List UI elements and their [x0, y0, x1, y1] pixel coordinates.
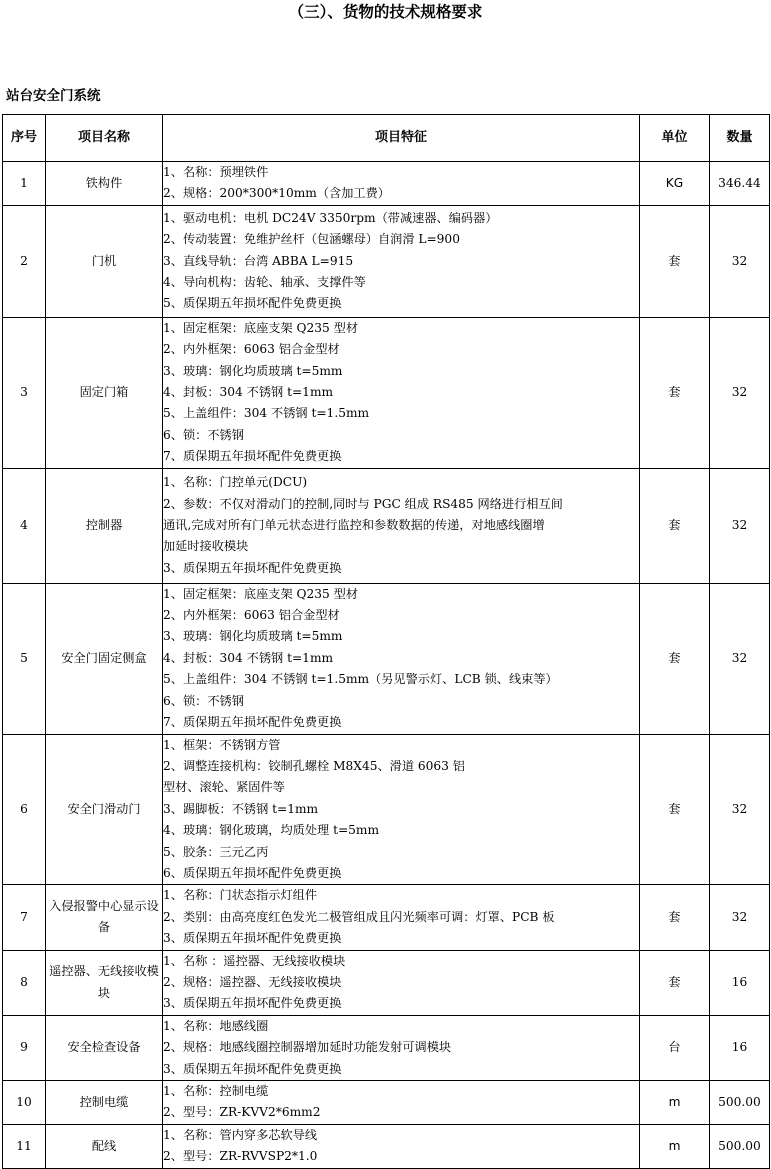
- item-quantity: 32: [710, 885, 770, 950]
- feature-line: 4、封板：304 不锈钢 t=1mm: [163, 650, 334, 665]
- row-number: 6: [3, 734, 46, 885]
- feature-line: 1、固定框架：底座支架 Q235 型材: [163, 320, 359, 335]
- item-quantity: 346.44: [710, 162, 770, 206]
- feature-line: 3、质保期五年损坏配件免费更换: [163, 996, 342, 1011]
- feature-line: 通讯,完成对所有门单元状态进行监控和参数数据的传递，对地感线圈增: [163, 517, 545, 532]
- feature-line: 4、封板：304 不锈钢 t=1mm: [163, 385, 334, 400]
- spec-table: [2, 114, 770, 1169]
- table-row: [3, 162, 770, 206]
- item-quantity: 16: [710, 950, 770, 1015]
- row-number: 1: [3, 162, 46, 206]
- item-unit: KG: [640, 162, 710, 206]
- table-header-row: [3, 115, 770, 162]
- feature-line: 3、玻璃：钢化均质玻璃 t=5mm: [163, 629, 343, 644]
- feature-line: 3、玻璃：钢化均质玻璃 t=5mm: [163, 363, 343, 378]
- table-row: [3, 583, 770, 734]
- item-name: 入侵报警中心显示设备: [46, 885, 163, 950]
- item-name: 固定门箱: [46, 317, 163, 468]
- feature-line: 1、名称：门状态指示灯组件: [163, 888, 318, 903]
- header-unit: 单位: [640, 115, 710, 162]
- item-quantity: 32: [710, 317, 770, 468]
- item-unit: 套: [640, 468, 710, 583]
- row-number: 9: [3, 1015, 46, 1080]
- item-features: [163, 950, 640, 1015]
- table-row: [3, 468, 770, 583]
- feature-line: 5、上盖组件：304 不锈钢 t=1.5mm: [163, 406, 370, 421]
- table-row: [3, 205, 770, 317]
- feature-line: 7、质保期五年损坏配件免费更换: [163, 715, 342, 730]
- feature-line: 型材、滚轮、紧固件等: [163, 780, 285, 795]
- feature-line: 4、导向机构：齿轮、轴承、支撑件等: [163, 275, 366, 290]
- feature-line: 2、规格：遥控器、无线接收模块: [163, 974, 342, 989]
- table-row: [3, 1015, 770, 1080]
- item-unit: 套: [640, 885, 710, 950]
- item-features: [163, 317, 640, 468]
- item-name: 安全检查设备: [46, 1015, 163, 1080]
- row-number: 8: [3, 950, 46, 1015]
- item-quantity: 32: [710, 734, 770, 885]
- feature-line: 3、质保期五年损坏配件免费更换: [163, 1061, 342, 1076]
- item-quantity: 32: [710, 468, 770, 583]
- feature-line: 6、质保期五年损坏配件免费更换: [163, 865, 342, 880]
- feature-line: 1、驱动电机：电机 DC24V 3350rpm（带减速器、编码器）: [163, 210, 498, 225]
- feature-line: 2、传动装置：免维护丝杆（包涵螺母）自润滑 L=900: [163, 232, 460, 247]
- row-number: 5: [3, 583, 46, 734]
- header-name: 项目名称: [46, 115, 163, 162]
- row-number: 4: [3, 468, 46, 583]
- feature-line: 1、名称：控制电缆: [163, 1084, 269, 1098]
- item-name: 遥控器、无线接收模块: [46, 950, 163, 1015]
- row-number: 2: [3, 205, 46, 317]
- feature-line: 6、锁：不锈钢: [163, 693, 244, 708]
- item-quantity: 500.00: [710, 1124, 770, 1168]
- item-name: 门机: [46, 205, 163, 317]
- item-quantity: 16: [710, 1015, 770, 1080]
- feature-line: 2、内外框架：6063 铝合金型材: [163, 608, 340, 623]
- item-name: 安全门滑动门: [46, 734, 163, 885]
- item-name: 配线: [46, 1124, 163, 1168]
- row-number: 7: [3, 885, 46, 950]
- item-features: [163, 583, 640, 734]
- feature-line: 1、名称：地感线圈: [163, 1018, 269, 1033]
- item-unit: m: [640, 1081, 710, 1125]
- table-row: [3, 317, 770, 468]
- feature-line: 2、内外框架：6063 铝合金型材: [163, 342, 340, 357]
- feature-line: 1、框架：不锈钢方管: [163, 737, 281, 752]
- row-number: 3: [3, 317, 46, 468]
- item-features: [163, 885, 640, 950]
- feature-line: 2、规格：地感线圈控制器增加延时功能发射可调模块: [163, 1040, 452, 1055]
- feature-line: 3、踢脚板：不锈钢 t=1mm: [163, 801, 319, 816]
- item-features: [163, 468, 640, 583]
- feature-line: 5、上盖组件：304 不锈钢 t=1.5mm（另见警示灯、LCB 锁、线束等）: [163, 672, 558, 687]
- table-row: [3, 885, 770, 950]
- feature-line: 7、质保期五年损坏配件免费更换: [163, 449, 342, 464]
- feature-line: 2、类别：由高亮度红色发光二极管组成且闪光频率可调：灯罩、PCB 板: [163, 909, 555, 924]
- item-unit: 套: [640, 734, 710, 885]
- item-unit: 套: [640, 583, 710, 734]
- feature-line: 2、规格：200*300*10mm（含加工费）: [163, 186, 390, 201]
- table-row: [3, 734, 770, 885]
- feature-line: 1、名称：预埋铁件: [163, 165, 269, 179]
- item-features: [163, 1015, 640, 1080]
- item-name: 控制器: [46, 468, 163, 583]
- feature-line: 2、参数：不仅对滑动门的控制,同时与 PGC 组成 RS485 网络进行相互间: [163, 496, 563, 511]
- feature-line: 1、名称 ：遥控器、无线接收模块: [163, 953, 346, 968]
- item-unit: m: [640, 1124, 710, 1168]
- row-number: 11: [3, 1124, 46, 1168]
- table-row: [3, 1124, 770, 1168]
- item-unit: 套: [640, 205, 710, 317]
- feature-line: 加延时接收模块: [163, 539, 249, 554]
- feature-line: 6、锁：不锈钢: [163, 427, 244, 442]
- feature-line: 3、质保期五年损坏配件免费更换: [163, 560, 342, 575]
- feature-line: 3、直线导轨：台湾 ABBA L=915: [163, 253, 354, 268]
- item-features: [163, 1081, 640, 1125]
- feature-line: 4、玻璃：钢化玻璃，均质处理 t=5mm: [163, 823, 380, 838]
- feature-line: 5、质保期五年损坏配件免费更换: [163, 296, 342, 311]
- item-quantity: 32: [710, 205, 770, 317]
- feature-line: 5、胶条：三元乙丙: [163, 844, 269, 859]
- feature-line: 3、质保期五年损坏配件免费更换: [163, 931, 342, 946]
- item-features: [163, 1124, 640, 1168]
- item-name: 安全门固定侧盒: [46, 583, 163, 734]
- feature-line: 2、调整连接机构：铰制孔螺栓 M8X45、滑道 6063 铝: [163, 758, 465, 773]
- header-no: 序号: [3, 115, 46, 162]
- document-title: （三）、货物的技术规格要求: [288, 3, 483, 21]
- header-qty: 数量: [710, 115, 770, 162]
- item-unit: 台: [640, 1015, 710, 1080]
- feature-line: 1、固定框架：底座支架 Q235 型材: [163, 586, 359, 601]
- feature-line: 2、型号：ZR-KVV2*6mm2: [163, 1105, 321, 1120]
- row-number: 10: [3, 1081, 46, 1125]
- item-features: [163, 734, 640, 885]
- feature-line: 1、名称：门控单元(DCU): [163, 475, 308, 490]
- section-title: 站台安全门系统: [6, 88, 101, 104]
- item-quantity: 500.00: [710, 1081, 770, 1125]
- table-row: [3, 1081, 770, 1125]
- item-unit: 套: [640, 950, 710, 1015]
- item-features: [163, 162, 640, 206]
- item-name: 控制电缆: [46, 1081, 163, 1125]
- table-row: [3, 950, 770, 1015]
- item-name: 铁构件: [46, 162, 163, 206]
- feature-line: 2、型号：ZR-RVVSP2*1.0: [163, 1149, 318, 1164]
- item-unit: 套: [640, 317, 710, 468]
- feature-line: 1、名称：管内穿多芯软导线: [163, 1127, 318, 1142]
- item-features: [163, 205, 640, 317]
- item-quantity: 32: [710, 583, 770, 734]
- header-features: 项目特征: [163, 115, 640, 162]
